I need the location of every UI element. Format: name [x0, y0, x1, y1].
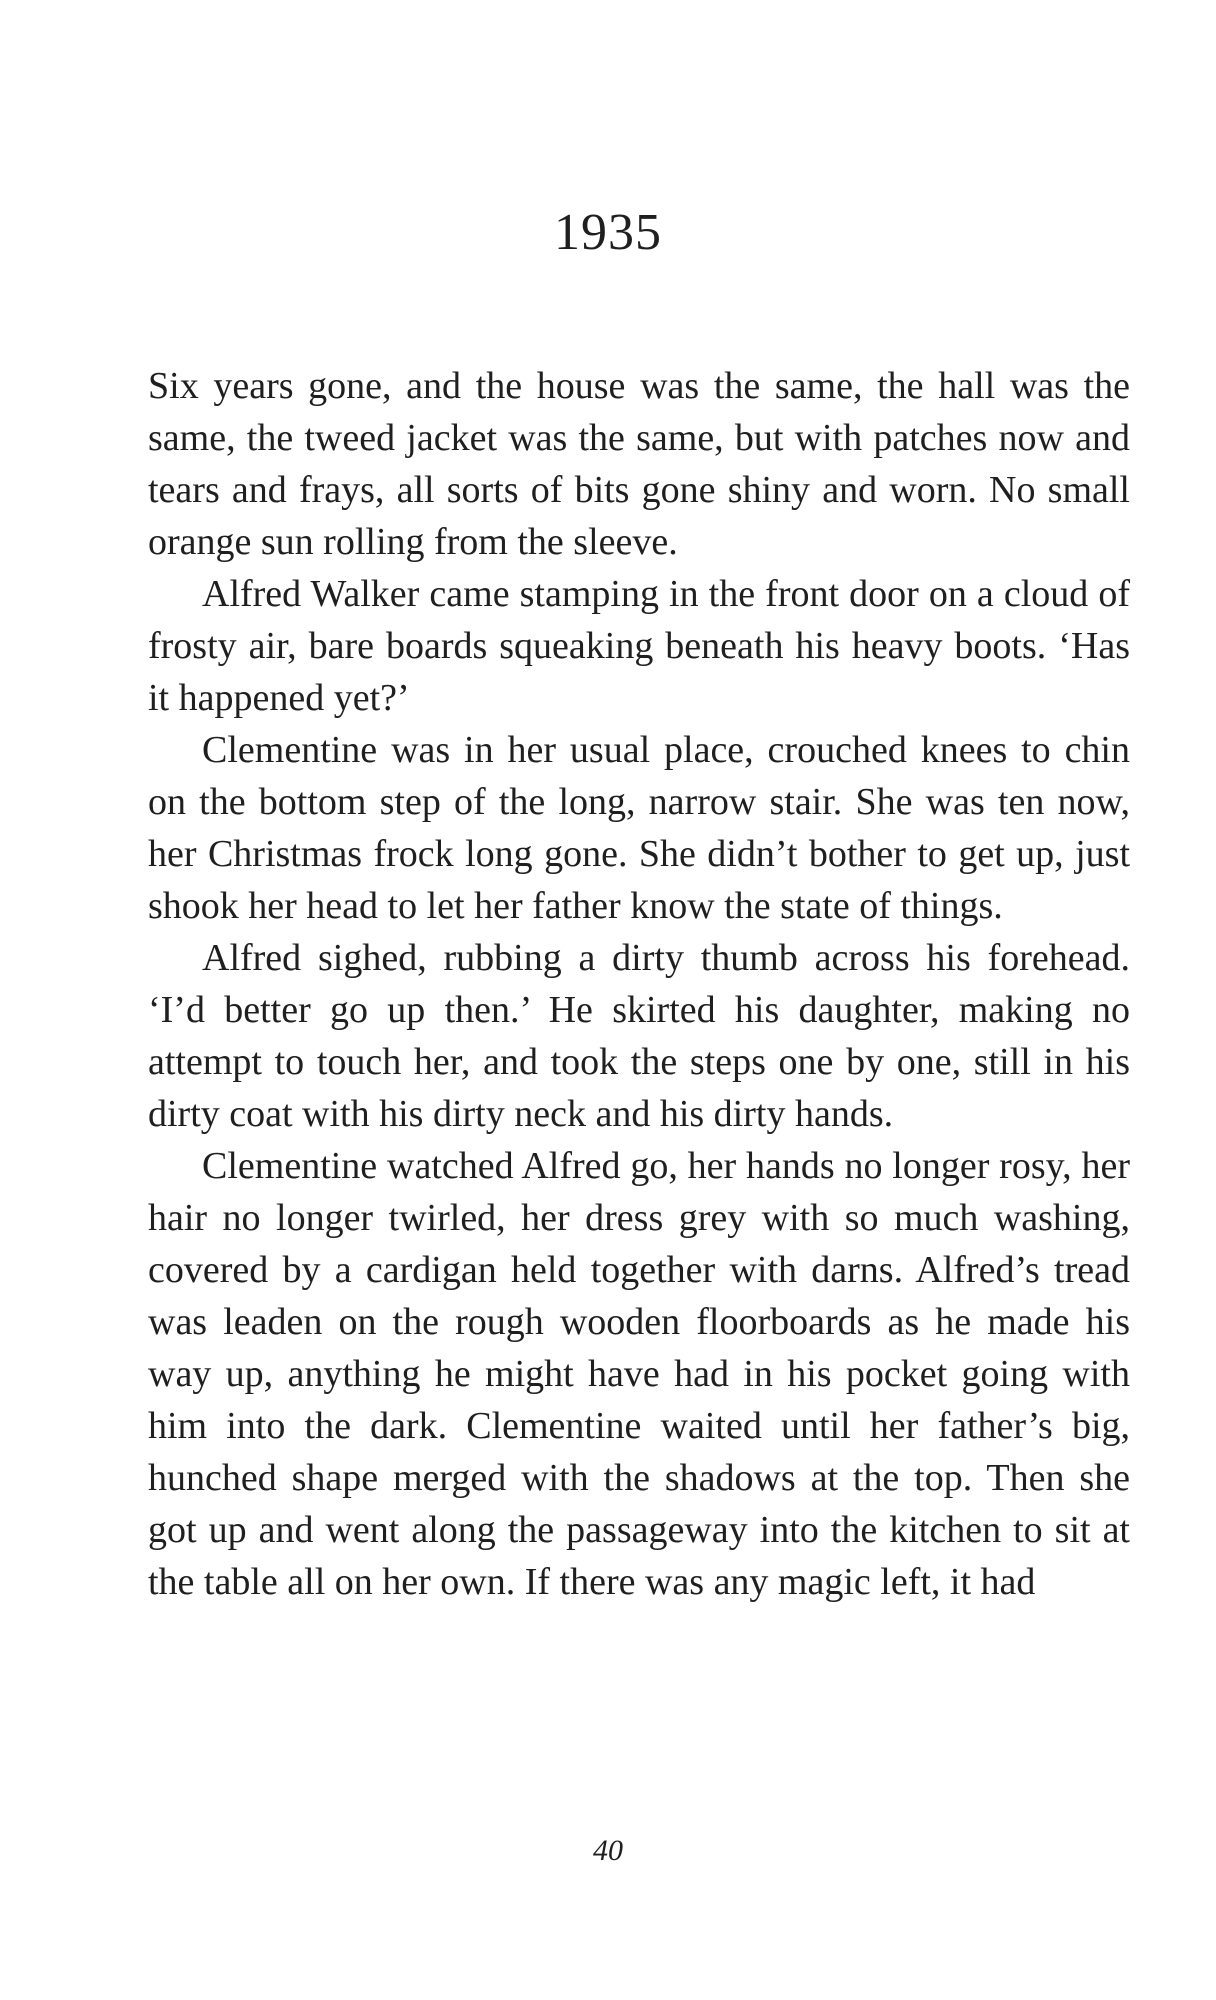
paragraph-4: Alfred sighed, rubbing a dirty thumb across his forehead. ‘I’d better go up then.’ He skirted his daughter, making no attempt to touch her, and took the steps one by one, still in his dirty coat with his dirty neck and his dirty hands. [148, 937, 1130, 1135]
paragraph-1: Six years gone, and the house was the same, the hall was the same, the tweed jacket was the same, but with patches now and tears and frays, all sorts of bits gone shiny and worn. No small orange sun rolling from the sleeve. [148, 365, 1130, 563]
chapter-title: 1935 [554, 203, 662, 261]
page-number: 40 [593, 1834, 623, 1867]
paragraph-2: Alfred Walker came stamping in the front door on a cloud of frosty air, bare boards squeaking beneath his heavy boots. ‘Has it happened yet?’ [148, 573, 1130, 719]
paragraph-5: Clementine watched Alfred go, her hands no longer rosy, her hair no longer twirled, her dress grey with so much washing, covered by a cardigan held together with darns. Alfred’s tread was leaden on the rough wooden floorboards as he made his way up, anything he might have had in his pocket going with him into the dark. Clementine waited until her father’s big, hunched shape merged with the shadows at the top. Then she got up and went along the passageway into the kitchen to sit at the table all on her own. If there was any magic left, it had [148, 1145, 1130, 1603]
paragraph-3: Clementine was in her usual place, crouched knees to chin on the bottom step of the long, narrow stair. She was ten now, her Christmas frock long gone. She didn’t bother to get up, just shook her head to let her father know the state of things. [148, 729, 1130, 927]
body-text [148, 360, 1130, 1608]
